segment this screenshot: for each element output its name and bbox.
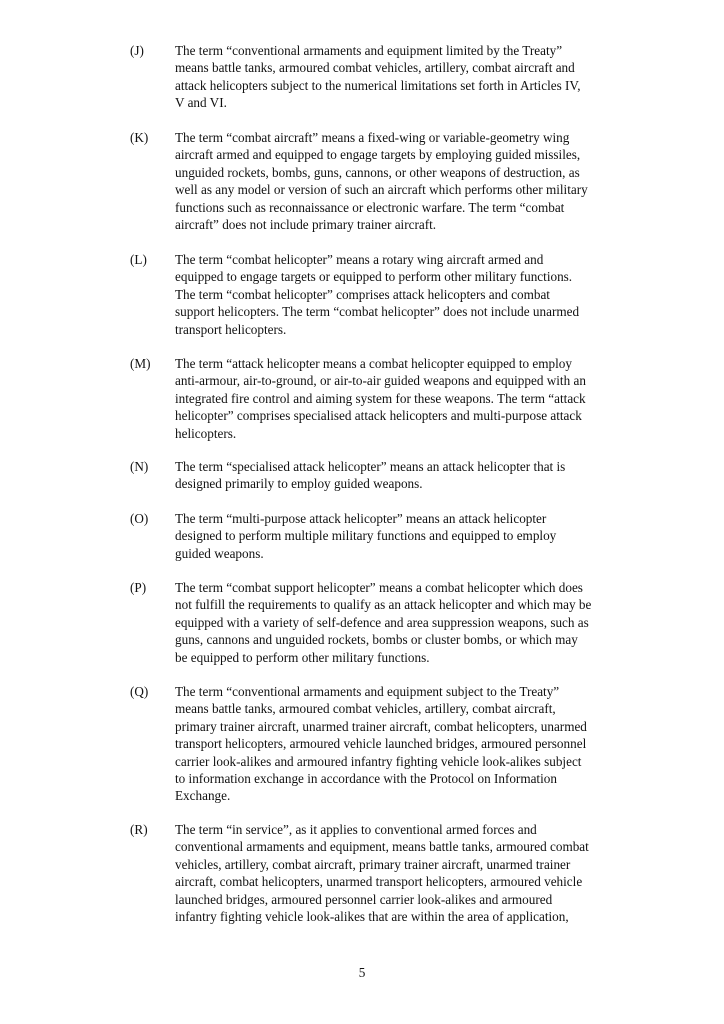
clause-label: (L) — [130, 252, 147, 267]
clause-label: (M) — [130, 356, 151, 371]
text-line: The term “attack helicopter means a combat helicopter equipped to employ — [175, 356, 572, 371]
text-line: aircraft, combat helicopters, unarmed transport helicopters, armoured vehicle — [175, 874, 583, 890]
text-line: The term “combat helicopter” comprises attack helicopters and combat — [175, 286, 550, 302]
text-line: carrier look-alikes and armoured infantry fighting vehicle look-alikes subject — [175, 753, 582, 769]
clause-q — [130, 683, 650, 805]
text-line: helicopter” comprises specialised attack helicopters and multi-purpose attack — [175, 408, 582, 424]
text-line: transport helicopters, armoured vehicle launched bridges, armoured personnel — [175, 736, 587, 752]
text-line: aircraft” does not include primary trainer aircraft. — [175, 217, 437, 233]
text-line: The term “conventional armaments and equipment limited by the Treaty” — [175, 43, 563, 58]
clause-text — [175, 579, 650, 666]
text-line: The term “conventional armaments and equipment subject to the Treaty” — [175, 684, 560, 699]
text-line: equipped to engage targets or equipped to perform other military functions. — [175, 269, 573, 285]
text-line: The term “multi-purpose attack helicopter” means an attack helicopter — [175, 511, 547, 526]
clause-text — [175, 355, 650, 442]
text-line: The term “combat helicopter” means a rotary wing aircraft armed and — [175, 252, 544, 267]
text-line: support helicopters. The term “combat helicopter” does not include unarmed — [175, 304, 580, 320]
clause-o — [130, 510, 650, 562]
text-line: transport helicopters. — [175, 321, 287, 337]
clause-label: (J) — [130, 43, 144, 58]
clause-r — [130, 821, 650, 925]
text-line: vehicles, artillery, combat aircraft, primary trainer aircraft, unarmed trainer — [175, 856, 571, 872]
text-line: be equipped to perform other military functions. — [175, 649, 430, 665]
text-line: equipped with a variety of self-defence and area suppression weapons, such as — [175, 614, 589, 630]
clause-text — [175, 251, 650, 338]
text-line: designed to perform multiple military functions and equipped to employ — [175, 528, 557, 544]
text-line: attack helicopters subject to the numerical limitations set forth in Articles IV, — [175, 77, 581, 93]
text-line: well as any model or version of such an aircraft which performs other military — [175, 182, 588, 198]
text-line: not fulfill the requirements to qualify as an attack helicopter and which may be — [175, 597, 592, 613]
text-line: integrated fire control and aiming system for these weapons. The term “attack — [175, 390, 586, 406]
clause-text — [175, 683, 650, 805]
text-line: primary trainer aircraft, unarmed trainer aircraft, combat helicopters, unarmed — [175, 718, 587, 734]
clause-label: (Q) — [130, 684, 149, 699]
text-line: The term “in service”, as it applies to conventional armed forces and — [175, 822, 537, 837]
clause-text — [175, 129, 650, 233]
text-line: Exchange. — [175, 788, 231, 804]
clause-j — [130, 42, 650, 112]
text-line: unguided rockets, bombs, guns, cannons, or other weapons of destruction, as — [175, 164, 580, 180]
clause-label: (K) — [130, 130, 149, 145]
clause-p — [130, 579, 650, 666]
text-line: helicopters. — [175, 425, 237, 441]
clause-text — [175, 42, 650, 112]
text-line: aircraft armed and equipped to engage targets by employing guided missiles, — [175, 147, 581, 163]
page-number: 5 — [358, 965, 366, 980]
text-line: guns, cannons and unguided rockets, bombs or cluster bombs, or which may — [175, 632, 578, 648]
clause-label: (N) — [130, 459, 149, 474]
text-line: The term “combat support helicopter” means a combat helicopter which does — [175, 580, 583, 595]
text-line: to information exchange in accordance with the Protocol on Information — [175, 771, 557, 787]
text-line: launched bridges, armoured personnel carrier look-alikes and armoured — [175, 891, 553, 907]
text-line: guided weapons. — [175, 545, 264, 561]
text-line: infantry fighting vehicle look-alikes that are within the area of application, — [175, 909, 569, 925]
text-line: means battle tanks, armoured combat vehicles, artillery, combat aircraft and — [175, 60, 575, 76]
clause-text — [175, 510, 650, 562]
clause-label: (P) — [130, 580, 147, 595]
text-line: The term “specialised attack helicopter” means an attack helicopter that is — [175, 459, 566, 474]
text-line: V and VI. — [175, 95, 227, 111]
clause-m — [130, 355, 650, 442]
clause-n — [130, 458, 650, 493]
clause-label: (O) — [130, 511, 149, 526]
clause-k — [130, 129, 650, 233]
clause-l — [130, 251, 650, 338]
text-line: means battle tanks, armoured combat vehicles, artillery, combat aircraft, — [175, 701, 556, 717]
clause-text — [175, 458, 650, 493]
text-line: functions such as reconnaissance or electronic warfare. The term “combat — [175, 199, 565, 215]
text-line: anti-armour, air-to-ground, or air-to-air guided weapons and equipped with an — [175, 373, 586, 389]
clause-text — [175, 821, 650, 925]
text-line: conventional armaments and equipment, means battle tanks, armoured combat — [175, 839, 589, 855]
text-line: The term “combat aircraft” means a fixed-wing or variable-geometry wing — [175, 130, 570, 145]
text-line: designed primarily to employ guided weapons. — [175, 476, 423, 492]
clause-label: (R) — [130, 822, 148, 837]
